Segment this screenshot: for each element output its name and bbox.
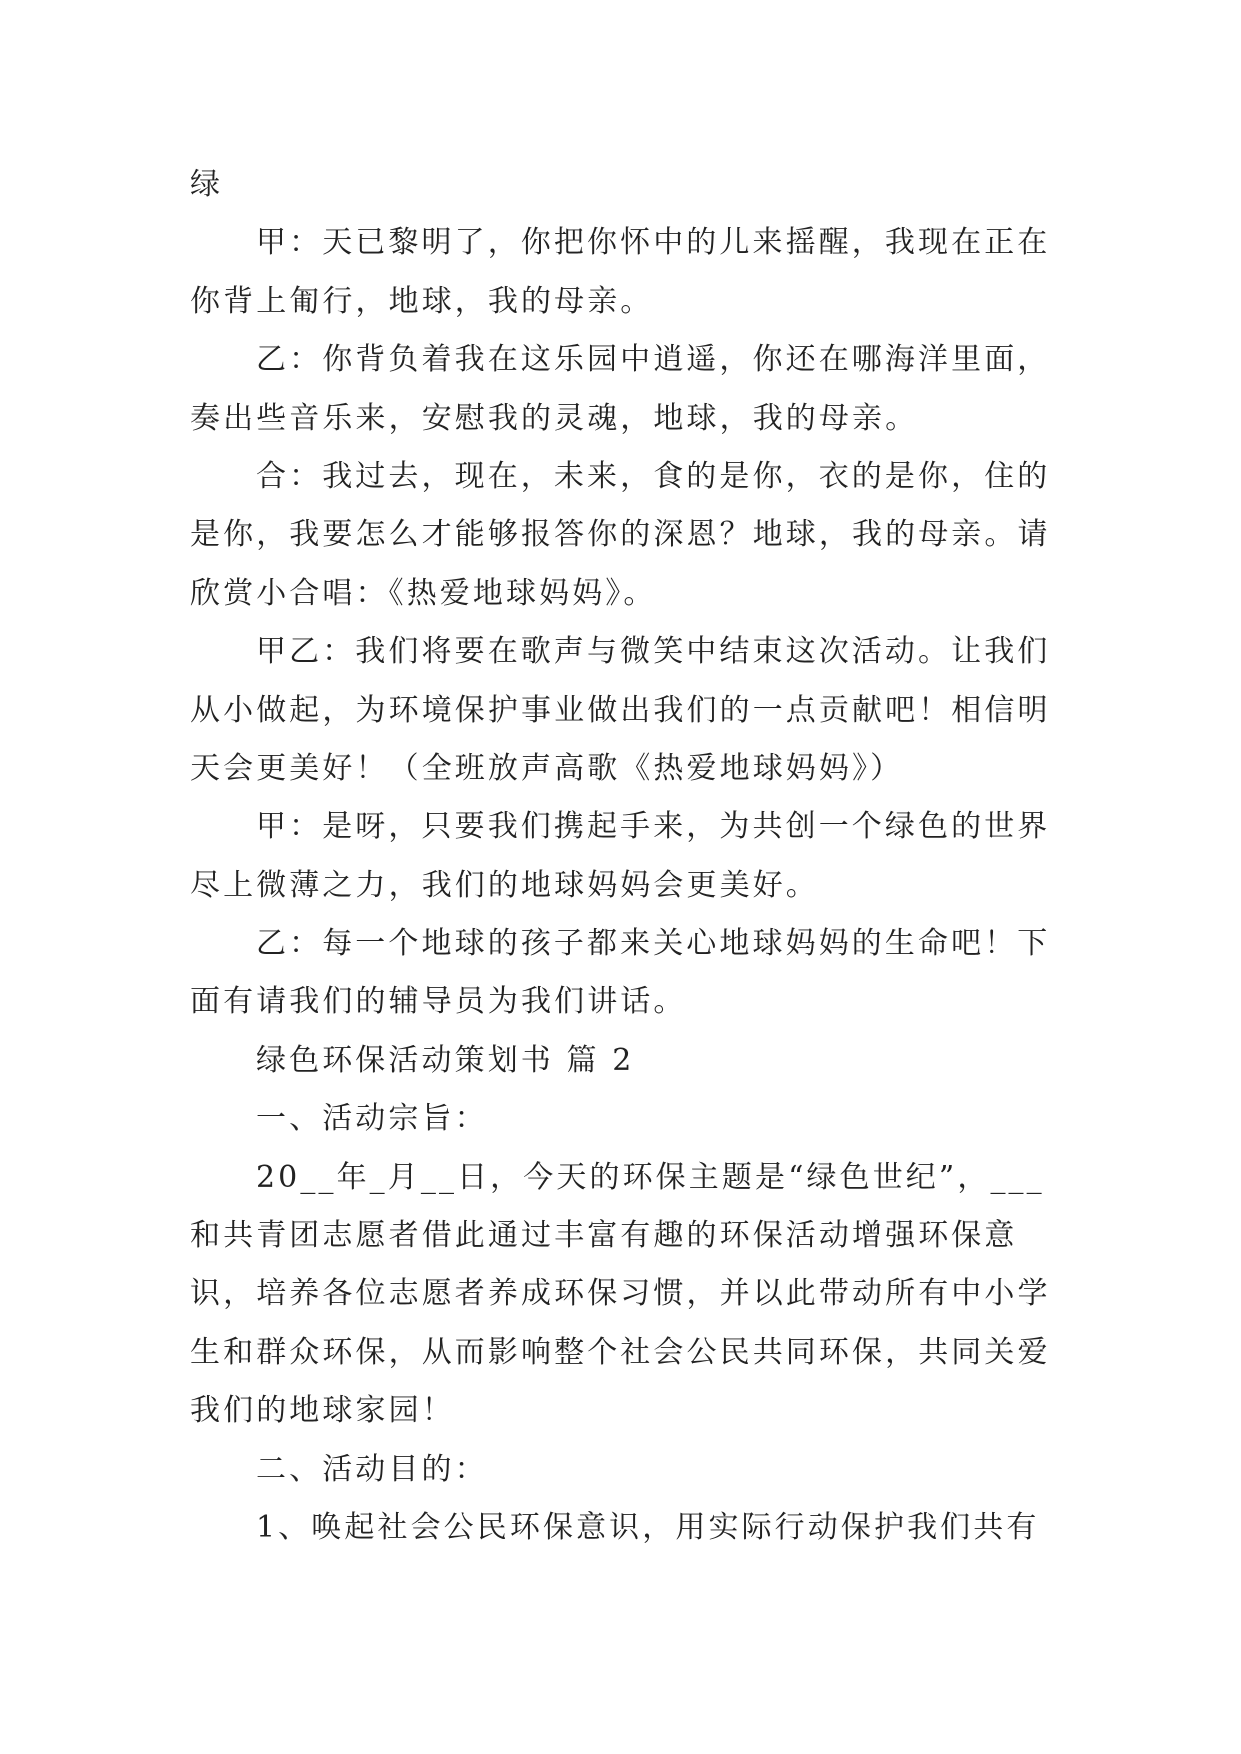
text-line: 20__年_月__日，今天的环保主题是“绿色世纪”，___ — [256, 1159, 1045, 1195]
text-line: 是你，我要怎么才能够报答你的深恩？地球，我的母亲。请 — [190, 517, 1051, 553]
paragraph — [190, 915, 1090, 1032]
text-line: 从小做起，为环境保护事业做出我们的一点贡献吧！相信明 — [190, 692, 1051, 728]
section-title: 绿色环保活动策划书 篇 2 — [256, 1042, 635, 1078]
paragraph — [190, 448, 1090, 623]
heading-purpose: 一、活动宗旨： — [256, 1101, 488, 1137]
text-line: 甲乙：我们将要在歌声与微笑中结束这次活动。让我们 — [256, 634, 1051, 670]
text-line: 甲：是呀，只要我们携起手来，为共创一个绿色的世界 — [256, 809, 1051, 845]
text-line: 天会更美好！（全班放声高歌《热爱地球妈妈》） — [190, 750, 904, 786]
text-line: 奏出些音乐来，安慰我的灵魂，地球，我的母亲。 — [190, 400, 919, 436]
text-line: 识，培养各位志愿者养成环保习惯，并以此带动所有中小学 — [190, 1276, 1051, 1312]
text-line: 欣赏小合唱：《热爱地球妈妈》。 — [190, 575, 657, 611]
text-line: 甲：天已黎明了，你把你怀中的儿来摇醒，我现在正在 — [256, 225, 1051, 261]
text-line: 生和群众环保，从而影响整个社会公民共同环保，共同关爱 — [190, 1334, 1051, 1370]
text-line: 你背上匍行，地球，我的母亲。 — [190, 283, 654, 319]
text-line: 尽上微薄之力，我们的地球妈妈会更美好。 — [190, 867, 819, 903]
continued-fragment: 绿 — [190, 167, 224, 202]
text-line: 合：我过去，现在，未来，食的是你，衣的是你，住的 — [256, 458, 1051, 494]
text-line: 和共青团志愿者借此通过丰富有趣的环保活动增强环保意 — [190, 1218, 1018, 1254]
document-body — [190, 156, 1090, 1557]
paragraph — [190, 798, 1090, 915]
paragraph — [190, 623, 1090, 798]
paragraph — [190, 331, 1090, 448]
paragraph — [190, 1149, 1090, 1441]
heading-goals: 二、活动目的： — [256, 1451, 488, 1487]
text-line: 乙：你背负着我在这乐园中逍遥，你还在哪海洋里面， — [256, 342, 1051, 378]
text-line: 面有请我们的辅导员为我们讲话。 — [190, 984, 687, 1020]
paragraph — [190, 214, 1090, 331]
text-line: 乙：每一个地球的孩子都来关心地球妈妈的生命吧！下 — [256, 926, 1051, 962]
goal-item: 1、唤起社会公民环保意识，用实际行动保护我们共有 — [256, 1509, 1040, 1545]
text-line: 我们的地球家园！ — [190, 1393, 455, 1429]
